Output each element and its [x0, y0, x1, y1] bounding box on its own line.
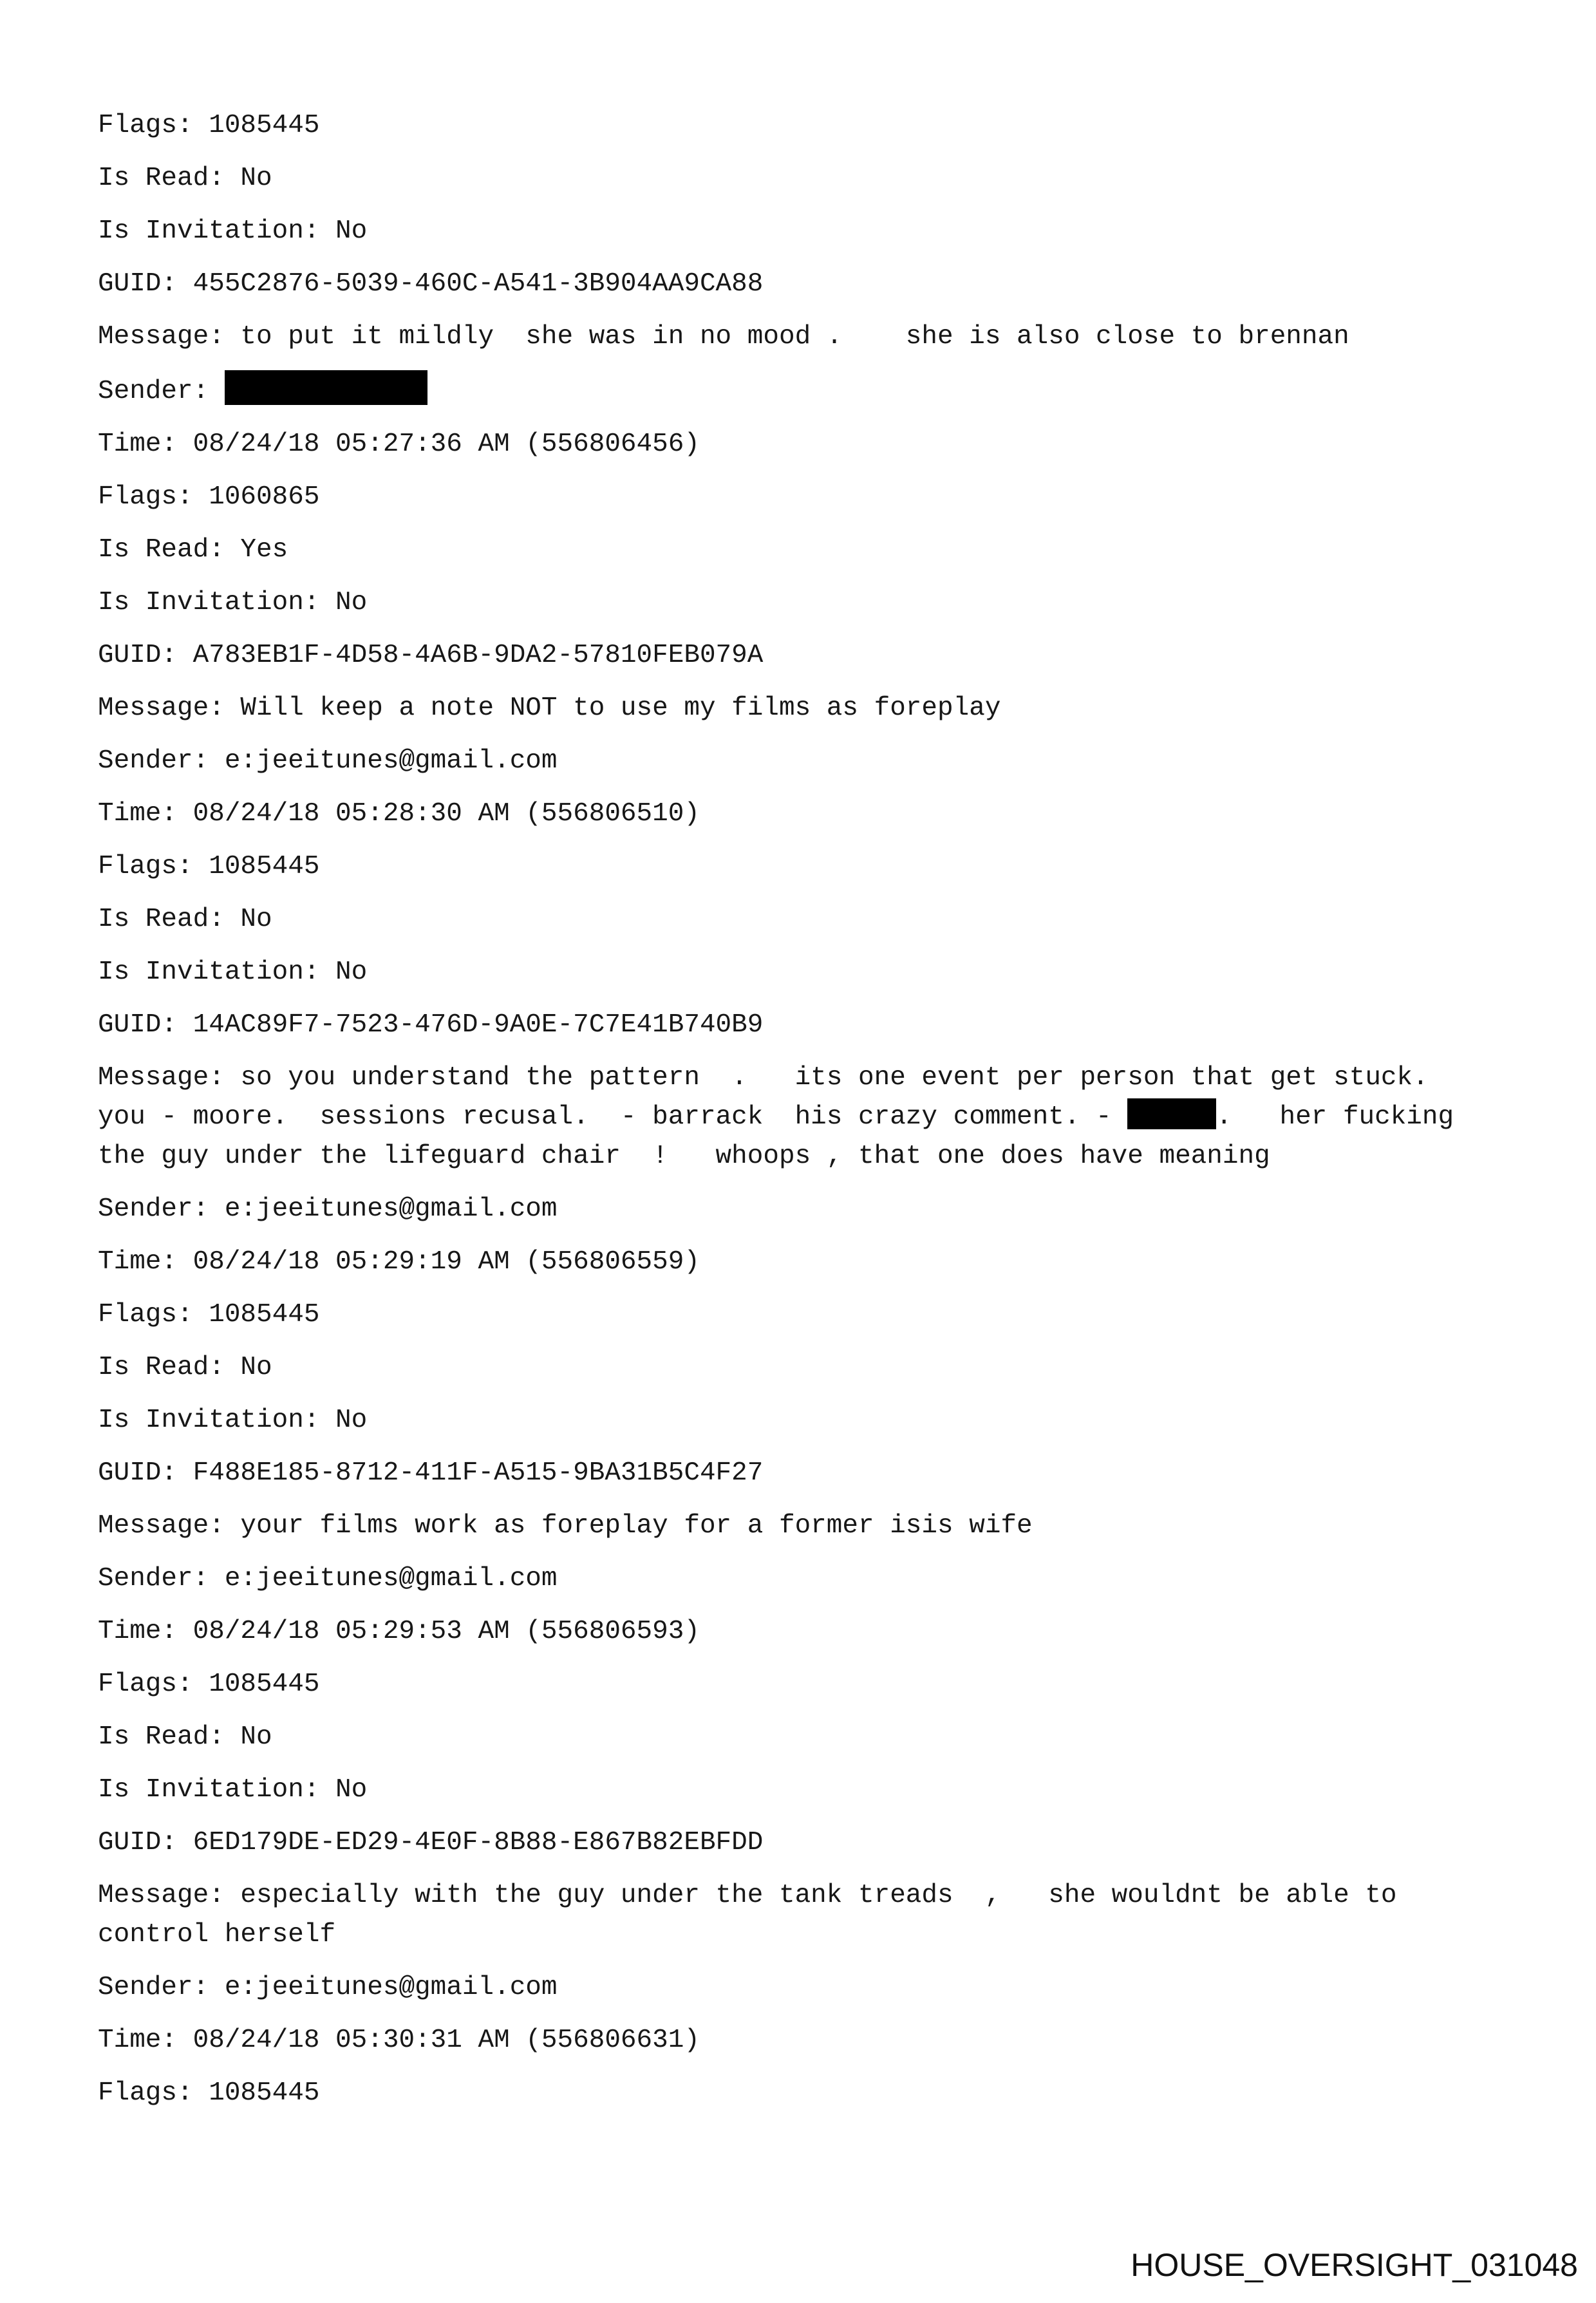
field-sender: Sender: e:jeeitunes@gmail.com: [98, 746, 558, 776]
message-record: [98, 742, 1476, 1176]
field-flags: Flags: 1060865: [98, 482, 320, 512]
field-is-read: Is Read: No: [98, 1722, 272, 1752]
field-is-read: Is Read: Yes: [98, 535, 288, 565]
field-flags: Flags: 1085445: [98, 852, 320, 881]
field-time: Time: 08/24/18 05:29:19 AM (556806559): [98, 1247, 700, 1277]
sender-label: Sender:: [98, 377, 225, 406]
field-sender: Sender: e:jeeitunes@gmail.com: [98, 1973, 558, 2002]
field-guid: GUID: 455C2876-5039-460C-A541-3B904AA9CA88: [98, 269, 764, 299]
field-time: Time: 08/24/18 05:30:31 AM (556806631): [98, 2026, 700, 2055]
field-time: Time: 08/24/18 05:28:30 AM (556806510): [98, 799, 700, 829]
field-guid: GUID: A783EB1F-4D58-4A6B-9DA2-57810FEB079A: [98, 641, 764, 670]
field-guid: GUID: 6ED179DE-ED29-4E0F-8B88-E867B82EBFDD: [98, 1828, 764, 1857]
field-is-invitation: Is Invitation: No: [98, 1405, 368, 1435]
field-sender: Sender: e:jeeitunes@gmail.com: [98, 1194, 558, 1224]
field-message: [98, 1058, 1476, 1176]
message-record: [98, 1968, 1476, 2113]
field-flags: Flags: 1085445: [98, 111, 320, 140]
field-message: Message: your films work as foreplay for a former isis wife: [98, 1511, 1033, 1541]
field-flags: Flags: 1085445: [98, 2078, 320, 2108]
field-is-read: Is Read: No: [98, 905, 272, 934]
redaction-bar: [1127, 1098, 1216, 1129]
field-flags: Flags: 1085445: [98, 1669, 320, 1699]
message-text-before-redaction: Message: so you understand the pattern . its one event per person that get stuck. you - moore. sessions recusal. - barrack his crazy comment. -: [98, 1063, 1445, 1132]
message-record: [98, 106, 1476, 357]
field-guid: GUID: 14AC89F7-7523-476D-9A0E-7C7E41B740B9: [98, 1010, 764, 1040]
field-sender: [98, 370, 1476, 411]
message-record: [98, 370, 1476, 728]
field-is-read: Is Read: No: [98, 164, 272, 193]
field-time: Time: 08/24/18 05:27:36 AM (556806456): [98, 429, 700, 459]
field-message: Message: especially with the guy under the tank treads , she wouldnt be able to control herself: [98, 1881, 1413, 1950]
field-message: Message: Will keep a note NOT to use my films as foreplay: [98, 693, 1001, 723]
field-message: Message: to put it mildly she was in no mood . she is also close to brennan: [98, 322, 1349, 352]
field-is-read: Is Read: No: [98, 1353, 272, 1382]
field-is-invitation: Is Invitation: No: [98, 1775, 368, 1805]
message-record: [98, 1190, 1476, 1546]
message-record: [98, 1559, 1476, 1955]
field-time: Time: 08/24/18 05:29:53 AM (556806593): [98, 1617, 700, 1646]
redaction-bar: [225, 370, 427, 405]
field-flags: Flags: 1085445: [98, 1300, 320, 1330]
field-is-invitation: Is Invitation: No: [98, 216, 368, 246]
field-guid: GUID: F488E185-8712-411F-A515-9BA31B5C4F27: [98, 1458, 764, 1488]
field-sender: Sender: e:jeeitunes@gmail.com: [98, 1564, 558, 1593]
field-is-invitation: Is Invitation: No: [98, 957, 368, 987]
field-is-invitation: Is Invitation: No: [98, 588, 368, 617]
message-text-after-redaction: . her fucking the guy under the lifeguard chair ! whoops , that one does have meaning: [98, 1102, 1470, 1171]
bates-number: HOUSE_OVERSIGHT_031048: [1131, 2247, 1578, 2283]
